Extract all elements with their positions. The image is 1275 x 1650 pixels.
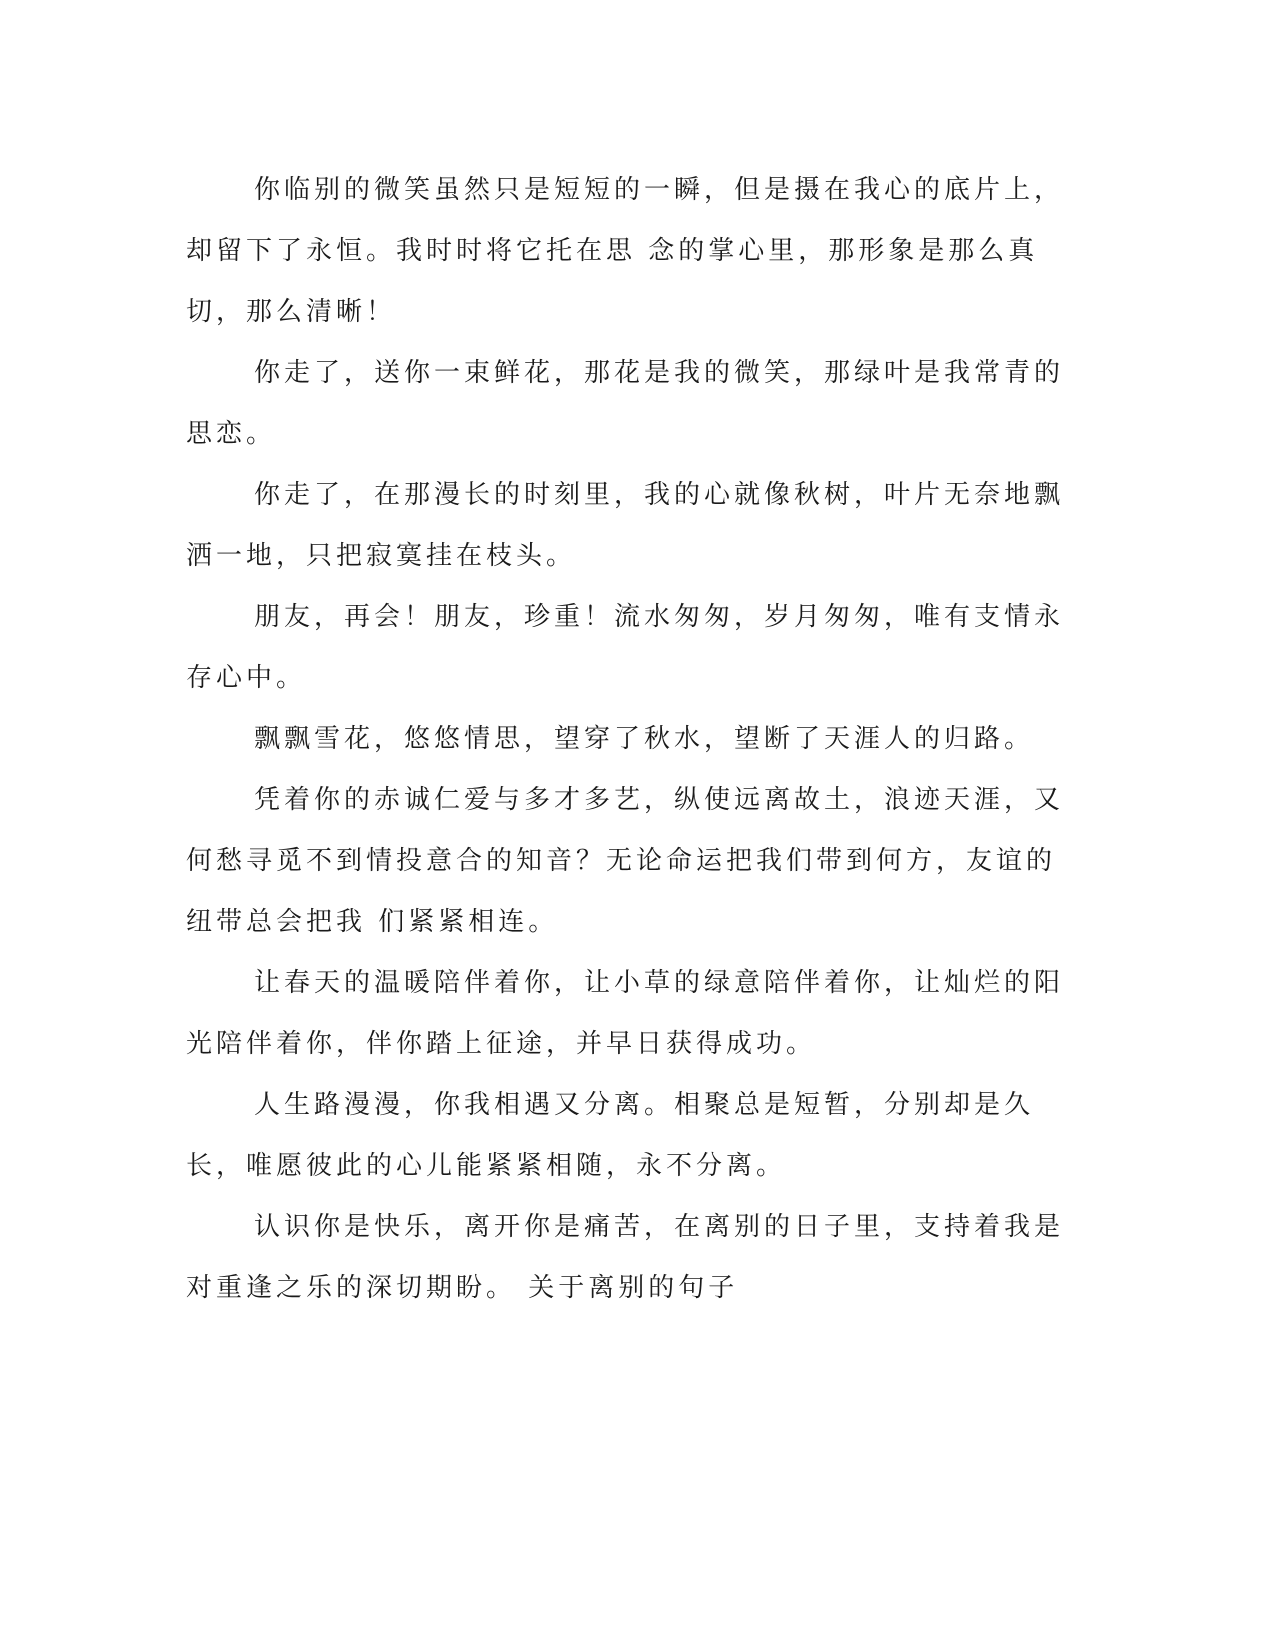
paragraph: 你走了，在那漫长的时刻里，我的心就像秋树，叶片无奈地飘洒一地，只把寂寞挂在枝头。 xyxy=(186,480,1065,571)
paragraph: 让春天的温暖陪伴着你，让小草的绿意陪伴着你，让灿烂的阳光陪伴着你，伴你踏上征途，并早日获得成功。 xyxy=(186,968,1065,1059)
paragraph: 凭着你的赤诚仁爱与多才多艺，纵使远离故土，浪迹天涯，又何愁寻觅不到情投意合的知音？无论命运把我们带到何方，友谊的纽带总会把我 们紧紧相连。 xyxy=(186,785,1065,937)
paragraph: 飘飘雪花，悠悠情思，望穿了秋水，望断了天涯人的归路。 xyxy=(254,724,1035,754)
paragraph: 朋友，再会！朋友，珍重！流水匆匆，岁月匆匆，唯有支情永存心中。 xyxy=(186,602,1065,693)
paragraph: 人生路漫漫，你我相遇又分离。相聚总是短暂，分别却是久长，唯愿彼此的心儿能紧紧相随，永不分离。 xyxy=(186,1090,1035,1181)
paragraph: 你走了，送你一束鲜花，那花是我的微笑，那绿叶是我常青的思恋。 xyxy=(186,358,1065,449)
document-body xyxy=(186,160,1066,1319)
paragraph: 你临别的微笑虽然只是短短的一瞬，但是摄在我心的底片上，却留下了永恒。我时时将它托在思 念的掌心里，那形象是那么真切，那么清晰！ xyxy=(186,175,1065,327)
paragraph: 认识你是快乐，离开你是痛苦，在离别的日子里，支持着我是对重逢之乐的深切期盼。 关于离别的句子 xyxy=(186,1212,1065,1303)
